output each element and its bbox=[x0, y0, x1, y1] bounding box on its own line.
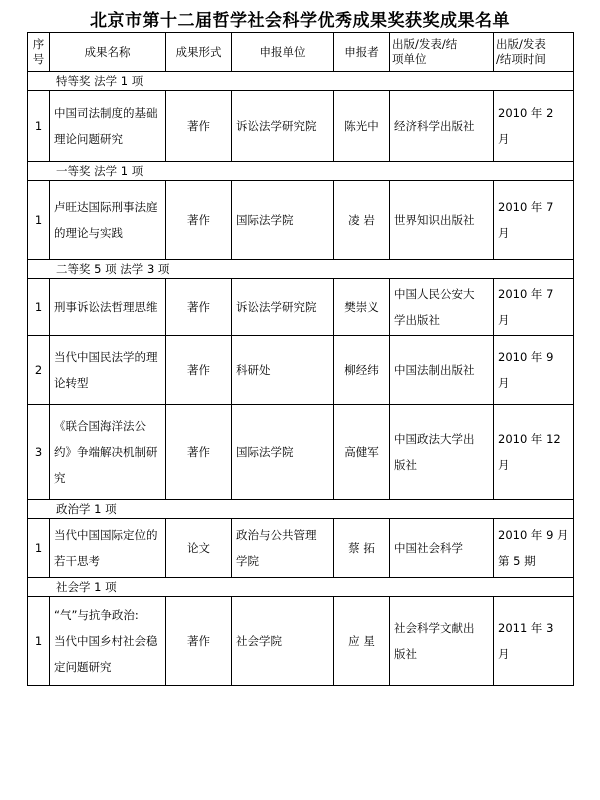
cell-seq: 1 bbox=[28, 91, 50, 162]
cell-name: 刑事诉讼法哲理思维 bbox=[50, 279, 166, 336]
cell-unit: 社会学院 bbox=[232, 597, 334, 686]
cell-form: 著作 bbox=[166, 597, 232, 686]
cell-unit: 国际法学院 bbox=[232, 181, 334, 260]
header-form: 成果形式 bbox=[166, 33, 232, 72]
cell-form: 著作 bbox=[166, 405, 232, 500]
cell-form: 著作 bbox=[166, 279, 232, 336]
cell-unit: 政治与公共管理 学院 bbox=[232, 519, 334, 578]
header-seq: 序 号 bbox=[28, 33, 50, 72]
table-row bbox=[28, 181, 574, 260]
cell-author: 应 星 bbox=[334, 597, 390, 686]
cell-time: 2010 年 7 月 bbox=[494, 181, 574, 260]
section-row bbox=[28, 578, 574, 597]
cell-time: 2010 年 7 月 bbox=[494, 279, 574, 336]
cell-name: 卢旺达国际刑事法庭 的理论与实践 bbox=[50, 181, 166, 260]
cell-seq: 3 bbox=[28, 405, 50, 500]
cell-seq: 1 bbox=[28, 279, 50, 336]
awards-table bbox=[27, 32, 574, 686]
cell-unit: 科研处 bbox=[232, 336, 334, 405]
cell-publisher: 经济科学出版社 bbox=[390, 91, 494, 162]
cell-author: 樊崇义 bbox=[334, 279, 390, 336]
table-row bbox=[28, 336, 574, 405]
cell-time: 2010 年 12 月 bbox=[494, 405, 574, 500]
cell-unit: 国际法学院 bbox=[232, 405, 334, 500]
cell-publisher: 中国人民公安大 学出版社 bbox=[390, 279, 494, 336]
cell-time: 2011 年 3 月 bbox=[494, 597, 574, 686]
header-name: 成果名称 bbox=[50, 33, 166, 72]
cell-author: 蔡 拓 bbox=[334, 519, 390, 578]
header-row bbox=[28, 33, 574, 72]
cell-publisher: 世界知识出版社 bbox=[390, 181, 494, 260]
cell-time: 2010 年 2 月 bbox=[494, 91, 574, 162]
section-label: 政治学 1 项 bbox=[28, 500, 574, 519]
cell-name: 当代中国民法学的理 论转型 bbox=[50, 336, 166, 405]
cell-form: 著作 bbox=[166, 91, 232, 162]
section-label: 二等奖 5 项 法学 3 项 bbox=[28, 260, 574, 279]
section-label: 一等奖 法学 1 项 bbox=[28, 162, 574, 181]
table-row bbox=[28, 597, 574, 686]
cell-seq: 1 bbox=[28, 519, 50, 578]
section-row bbox=[28, 500, 574, 519]
section-label: 社会学 1 项 bbox=[28, 578, 574, 597]
header-publisher: 出版/发表/结 项单位 bbox=[390, 33, 494, 72]
cell-publisher: 中国政法大学出 版社 bbox=[390, 405, 494, 500]
table-row bbox=[28, 519, 574, 578]
cell-seq: 2 bbox=[28, 336, 50, 405]
section-label: 特等奖 法学 1 项 bbox=[28, 72, 574, 91]
table-row bbox=[28, 91, 574, 162]
cell-form: 著作 bbox=[166, 181, 232, 260]
cell-seq: 1 bbox=[28, 597, 50, 686]
cell-author: 柳经纬 bbox=[334, 336, 390, 405]
section-row bbox=[28, 260, 574, 279]
cell-form: 论文 bbox=[166, 519, 232, 578]
cell-author: 凌 岩 bbox=[334, 181, 390, 260]
document-title: 北京市第十二届哲学社会科学优秀成果奖获奖成果名单 bbox=[90, 11, 510, 31]
header-time: 出版/发表 /结项时间 bbox=[494, 33, 574, 72]
cell-name: 中国司法制度的基础 理论问题研究 bbox=[50, 91, 166, 162]
cell-unit: 诉讼法学研究院 bbox=[232, 91, 334, 162]
cell-author: 高健军 bbox=[334, 405, 390, 500]
header-unit: 申报单位 bbox=[232, 33, 334, 72]
cell-form: 著作 bbox=[166, 336, 232, 405]
cell-seq: 1 bbox=[28, 181, 50, 260]
cell-name: 当代中国国际定位的 若干思考 bbox=[50, 519, 166, 578]
cell-publisher: 中国社会科学 bbox=[390, 519, 494, 578]
cell-name: “气”与抗争政治: 当代中国乡村社会稳 定问题研究 bbox=[50, 597, 166, 686]
cell-publisher: 社会科学文献出 版社 bbox=[390, 597, 494, 686]
header-author: 申报者 bbox=[334, 33, 390, 72]
table-row bbox=[28, 279, 574, 336]
cell-time: 2010 年 9 月 bbox=[494, 336, 574, 405]
cell-publisher: 中国法制出版社 bbox=[390, 336, 494, 405]
cell-unit: 诉讼法学研究院 bbox=[232, 279, 334, 336]
cell-time: 2010 年 9 月 第 5 期 bbox=[494, 519, 574, 578]
cell-author: 陈光中 bbox=[334, 91, 390, 162]
section-row bbox=[28, 162, 574, 181]
cell-name: 《联合国海洋法公 约》争端解决机制研 究 bbox=[50, 405, 166, 500]
table-row bbox=[28, 405, 574, 500]
section-row bbox=[28, 72, 574, 91]
